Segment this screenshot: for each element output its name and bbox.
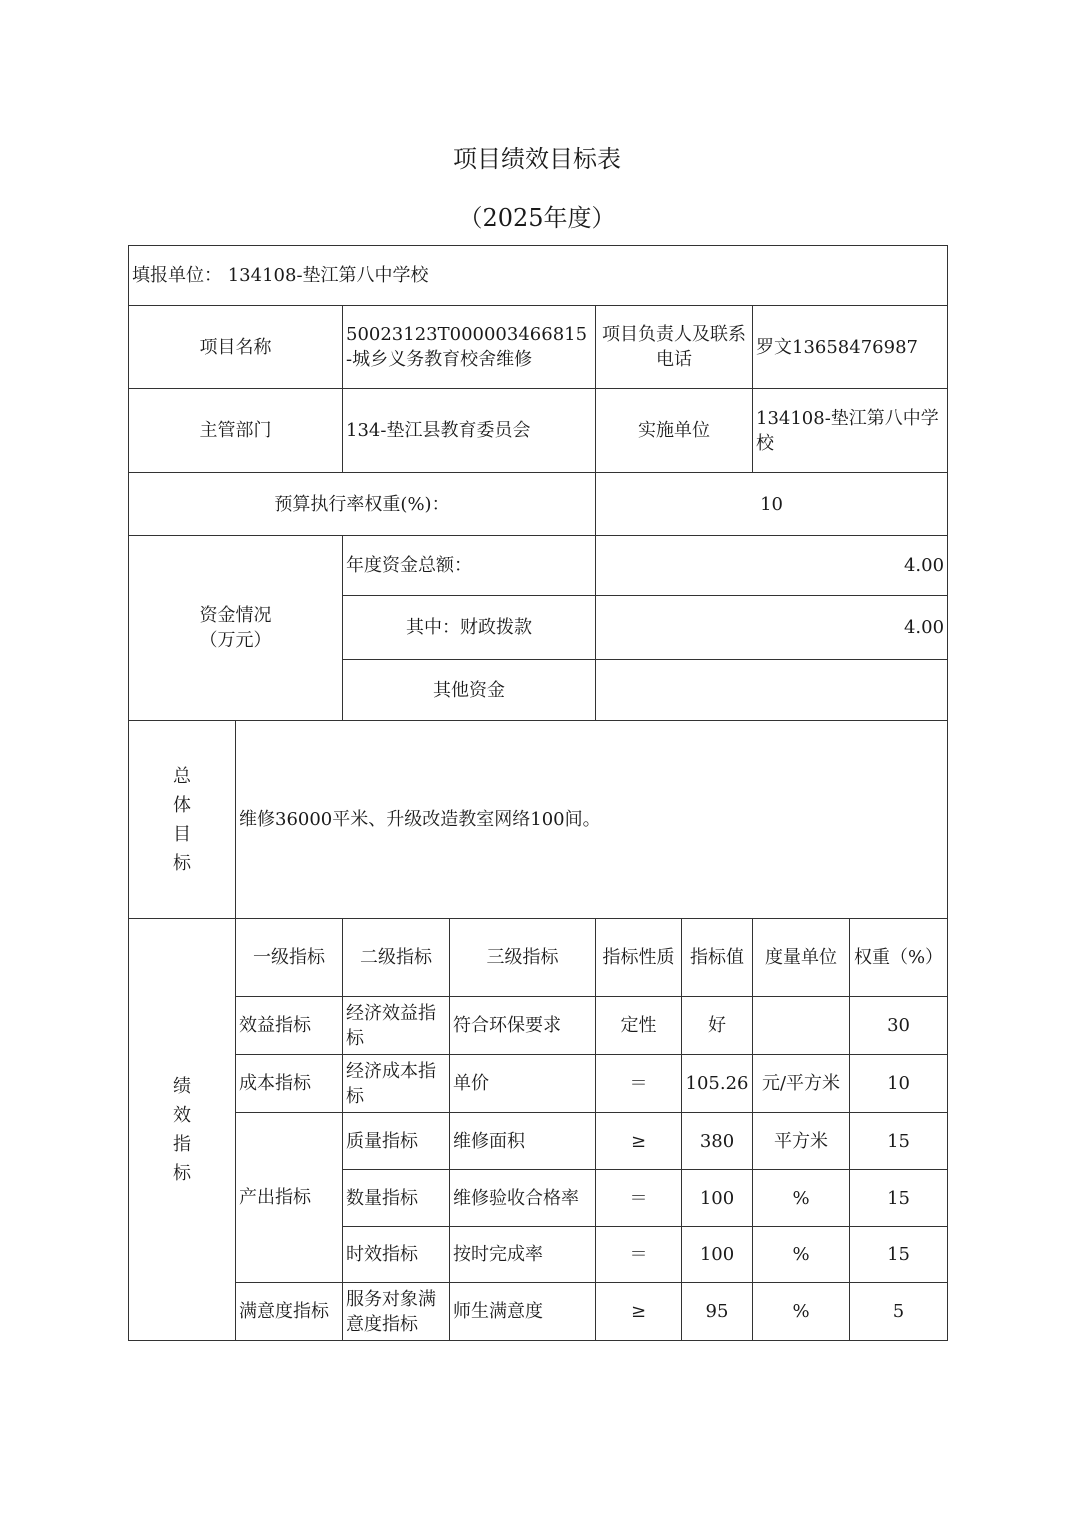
level3-cell: 师生满意度 — [450, 1283, 596, 1341]
group-satisfaction: 满意度指标 — [236, 1283, 343, 1341]
value-cell: 380 — [682, 1113, 753, 1170]
header-weight: 权重（%） — [850, 919, 948, 997]
nature-cell: ≥ — [596, 1283, 682, 1341]
budget-rate-label: 预算执行率权重(%)： — [129, 473, 596, 536]
table-row — [129, 1055, 948, 1113]
budget-rate-row — [129, 473, 948, 536]
department-label: 主管部门 — [129, 389, 343, 473]
project-contact-label: 项目负责人及联系电话 — [596, 306, 753, 389]
filler-row — [129, 246, 948, 306]
filler-cell — [129, 246, 948, 306]
table-row — [129, 997, 948, 1055]
group-output: 产出指标 — [236, 1113, 343, 1283]
value-cell: 100 — [682, 1227, 753, 1283]
weight-cell: 5 — [850, 1283, 948, 1341]
weight-cell: 15 — [850, 1113, 948, 1170]
nature-cell: ＝ — [596, 1227, 682, 1283]
unit-cell: 平方米 — [753, 1113, 850, 1170]
value-cell: 95 — [682, 1283, 753, 1341]
performance-target-table — [128, 245, 948, 1341]
level3-cell: 单价 — [450, 1055, 596, 1113]
funds-label-line2: （万元） — [199, 630, 272, 651]
indicator-header-row — [129, 919, 948, 997]
implementing-unit-label: 实施单位 — [596, 389, 753, 473]
header-unit: 度量单位 — [753, 919, 850, 997]
nature-cell: 定性 — [596, 997, 682, 1055]
goal-char: 标 — [173, 852, 191, 874]
budget-rate-value: 10 — [596, 473, 948, 536]
indicator-char: 效 — [173, 1104, 191, 1126]
department-row — [129, 389, 948, 473]
value-cell: 105.26 — [682, 1055, 753, 1113]
project-name-row — [129, 306, 948, 389]
weight-cell: 15 — [850, 1227, 948, 1283]
header-level2: 二级指标 — [343, 919, 450, 997]
document-year: （2025年度） — [458, 204, 616, 232]
indicator-char: 指 — [173, 1133, 191, 1155]
level2-cell: 经济效益指标 — [343, 997, 450, 1055]
goal-char: 体 — [173, 794, 191, 816]
nature-cell: ＝ — [596, 1055, 682, 1113]
filler-value: 134108-垫江第八中学校 — [227, 265, 429, 286]
level2-cell: 质量指标 — [343, 1113, 450, 1170]
goal-char: 总 — [173, 765, 191, 787]
unit-cell — [753, 997, 850, 1055]
level3-cell: 维修验收合格率 — [450, 1170, 596, 1227]
funds-total-label: 年度资金总额： — [343, 536, 596, 596]
group-benefit: 效益指标 — [236, 997, 343, 1055]
group-cost: 成本指标 — [236, 1055, 343, 1113]
project-name-label: 项目名称 — [129, 306, 343, 389]
value-cell: 100 — [682, 1170, 753, 1227]
funds-fiscal-value: 4.00 — [596, 596, 948, 660]
overall-goal-row — [129, 721, 948, 919]
funds-other-label: 其他资金 — [343, 660, 596, 721]
indicator-char: 标 — [173, 1162, 191, 1184]
unit-cell: % — [753, 1227, 850, 1283]
unit-cell: % — [753, 1283, 850, 1341]
implementing-unit-value: 134108-垫江第八中学校 — [753, 389, 948, 473]
document-title: 项目绩效目标表 — [453, 145, 621, 173]
level2-cell: 服务对象满意度指标 — [343, 1283, 450, 1341]
nature-cell: ＝ — [596, 1170, 682, 1227]
header-nature: 指标性质 — [596, 919, 682, 997]
funds-other-value — [596, 660, 948, 721]
weight-cell: 15 — [850, 1170, 948, 1227]
table-row — [129, 1283, 948, 1341]
project-contact-value: 罗文13658476987 — [753, 306, 948, 389]
goal-char: 目 — [173, 823, 191, 845]
filler-label: 填报单位： — [132, 265, 222, 286]
weight-cell: 30 — [850, 997, 948, 1055]
level2-cell: 数量指标 — [343, 1170, 450, 1227]
project-name-value: 50023123T000003466815-城乡义务教育校舍维修 — [343, 306, 596, 389]
header-level3: 三级指标 — [450, 919, 596, 997]
funds-fiscal-label: 其中：财政拨款 — [343, 596, 596, 660]
indicator-char: 绩 — [173, 1075, 191, 1097]
unit-cell: 元/平方米 — [753, 1055, 850, 1113]
header-level1: 一级指标 — [236, 919, 343, 997]
overall-goal-label — [129, 721, 236, 919]
department-value: 134-垫江县教育委员会 — [343, 389, 596, 473]
funds-total-value: 4.00 — [596, 536, 948, 596]
level3-cell: 按时完成率 — [450, 1227, 596, 1283]
unit-cell: % — [753, 1170, 850, 1227]
value-cell: 好 — [682, 997, 753, 1055]
indicators-label — [129, 919, 236, 1341]
level2-cell: 经济成本指标 — [343, 1055, 450, 1113]
level3-cell: 维修面积 — [450, 1113, 596, 1170]
nature-cell: ≥ — [596, 1113, 682, 1170]
funds-total-row — [129, 536, 948, 596]
funds-label-line1: 资金情况 — [199, 605, 272, 626]
funds-label — [129, 536, 343, 721]
weight-cell: 10 — [850, 1055, 948, 1113]
level2-cell: 时效指标 — [343, 1227, 450, 1283]
table-row — [129, 1113, 948, 1170]
header-value: 指标值 — [682, 919, 753, 997]
level3-cell: 符合环保要求 — [450, 997, 596, 1055]
overall-goal-text: 维修36000平米、升级改造教室网络100间。 — [236, 721, 948, 919]
